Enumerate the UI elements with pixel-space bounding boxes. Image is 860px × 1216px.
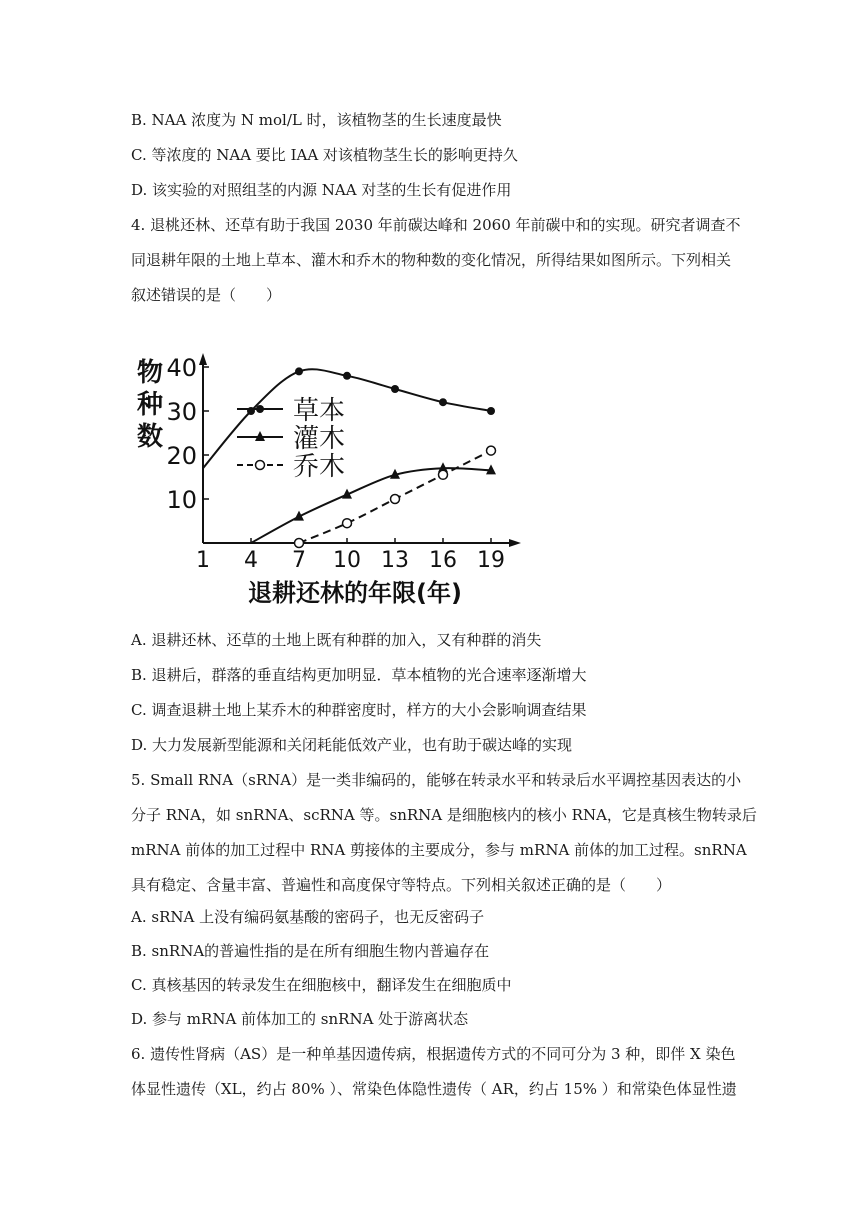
x-tick-label: 10 xyxy=(333,548,361,573)
chart-xlabel xyxy=(248,579,462,607)
herb-point xyxy=(391,385,399,393)
x-tick-label: 7 xyxy=(292,548,306,573)
y-axis-arrow xyxy=(199,353,207,365)
herb-point xyxy=(487,407,495,415)
herb-point xyxy=(439,398,447,406)
question-6-stem-line-1: 6. 遗传性肾病（AS）是一种单基因遗传病，根据遗传方式的不同可分为 3 种，即伴 X 染色 xyxy=(131,1045,736,1063)
y-tick-label: 30 xyxy=(166,398,197,426)
question-5-stem-line-4: 具有稳定、含量丰富、普遍性和高度保守等特点。下列相关叙述正确的是（ ） xyxy=(131,876,672,894)
y-tick-label: 10 xyxy=(166,486,197,514)
option-4a: A. 退耕还林、还草的土地上既有种群的加入，又有种群的消失 xyxy=(131,631,542,649)
option-5c: C. 真核基因的转录发生在细胞核中，翻译发生在细胞质中 xyxy=(131,976,512,994)
tree-point xyxy=(487,446,496,455)
question-5-stem-line-1: 5. Small RNA（sRNA）是一类非编码的，能够在转录水平和转录后水平调控基因表达的小 xyxy=(131,771,742,789)
x-tick-label: 19 xyxy=(477,548,505,573)
option-4c: C. 调查退耕土地上某乔木的种群密度时，样方的大小会影响调查结果 xyxy=(131,701,587,719)
option-5a: A. sRNA 上没有编码氨基酸的密码子，也无反密码子 xyxy=(131,908,485,926)
y-tick-label: 20 xyxy=(166,442,197,470)
tree-point xyxy=(439,470,448,479)
question-4-stem-line-3: 叙述错误的是（ ） xyxy=(131,286,282,304)
herb-point xyxy=(256,405,264,413)
option-3c: C. 等浓度的 NAA 要比 IAA 对该植物茎生长的影响更持久 xyxy=(131,146,518,164)
tree-point xyxy=(343,519,352,528)
question-4-stem-line-1: 4. 退桃还林、还草有助于我国 2030 年前碳达峰和 2060 年前碳中和的实现。研究者调查不 xyxy=(131,216,741,234)
series-line-0 xyxy=(203,369,491,468)
herb-point xyxy=(295,367,303,375)
herb-point xyxy=(343,372,351,380)
chart-legend xyxy=(237,396,345,482)
x-tick-label: 1 xyxy=(196,548,210,573)
question-5-stem-line-3: mRNA 前体的加工过程中 RNA 剪接体的主要成分，参与 mRNA 前体的加工过程。snRNA xyxy=(131,841,747,859)
x-axis-arrow xyxy=(509,539,521,547)
x-tick-label: 13 xyxy=(381,548,409,573)
option-3d: D. 该实验的对照组茎的内源 NAA 对茎的生长有促进作用 xyxy=(131,181,512,199)
question-6-stem-line-2: 体显性遗传（XL，约占 80% ）、常染色体隐性遗传（ AR，约占 15% ）和常染色体显性遗 xyxy=(131,1080,737,1098)
tree-point xyxy=(391,495,400,504)
ylabel-char: 数 xyxy=(137,422,164,452)
series-line-1 xyxy=(251,468,491,543)
legend-label: 乔木 xyxy=(293,452,346,482)
option-5d: D. 参与 mRNA 前体加工的 snRNA 处于游离状态 xyxy=(131,1010,469,1028)
species-chart xyxy=(125,345,545,615)
option-5b: B. snRNA的普遍性指的是在所有细胞生物内普遍存在 xyxy=(131,942,490,960)
question-4-stem-line-2: 同退耕年限的土地上草本、灌木和乔木的物种数的变化情况，所得结果如图所示。下列相关 xyxy=(131,251,732,269)
x-tick-label: 4 xyxy=(244,548,258,573)
chart-ylabel xyxy=(137,358,163,452)
xlabel-text: 退耕还林的年限(年) xyxy=(248,579,462,607)
ylabel-char: 物 xyxy=(137,358,164,388)
tree-point xyxy=(256,461,265,470)
tree-point xyxy=(295,539,304,548)
chart-series xyxy=(203,367,496,547)
legend-label: 灌木 xyxy=(293,424,346,454)
question-5-stem-line-2: 分子 RNA，如 snRNA、scRNA 等。snRNA 是细胞核内的核小 RNA，它是真核生物转录后 xyxy=(131,806,757,824)
legend-label: 草本 xyxy=(293,396,346,426)
option-4b: B. 退耕后，群落的垂直结构更加明显．草本植物的光合速率逐渐增大 xyxy=(131,666,587,684)
ylabel-char: 种 xyxy=(137,390,164,420)
option-3b: B. NAA 浓度为 N mol/L 时，该植物茎的生长速度最快 xyxy=(131,111,502,129)
option-4d: D. 大力发展新型能源和关闭耗能低效产业，也有助于碳达峰的实现 xyxy=(131,736,573,754)
y-tick-label: 40 xyxy=(166,354,197,382)
x-tick-label: 16 xyxy=(429,548,457,573)
